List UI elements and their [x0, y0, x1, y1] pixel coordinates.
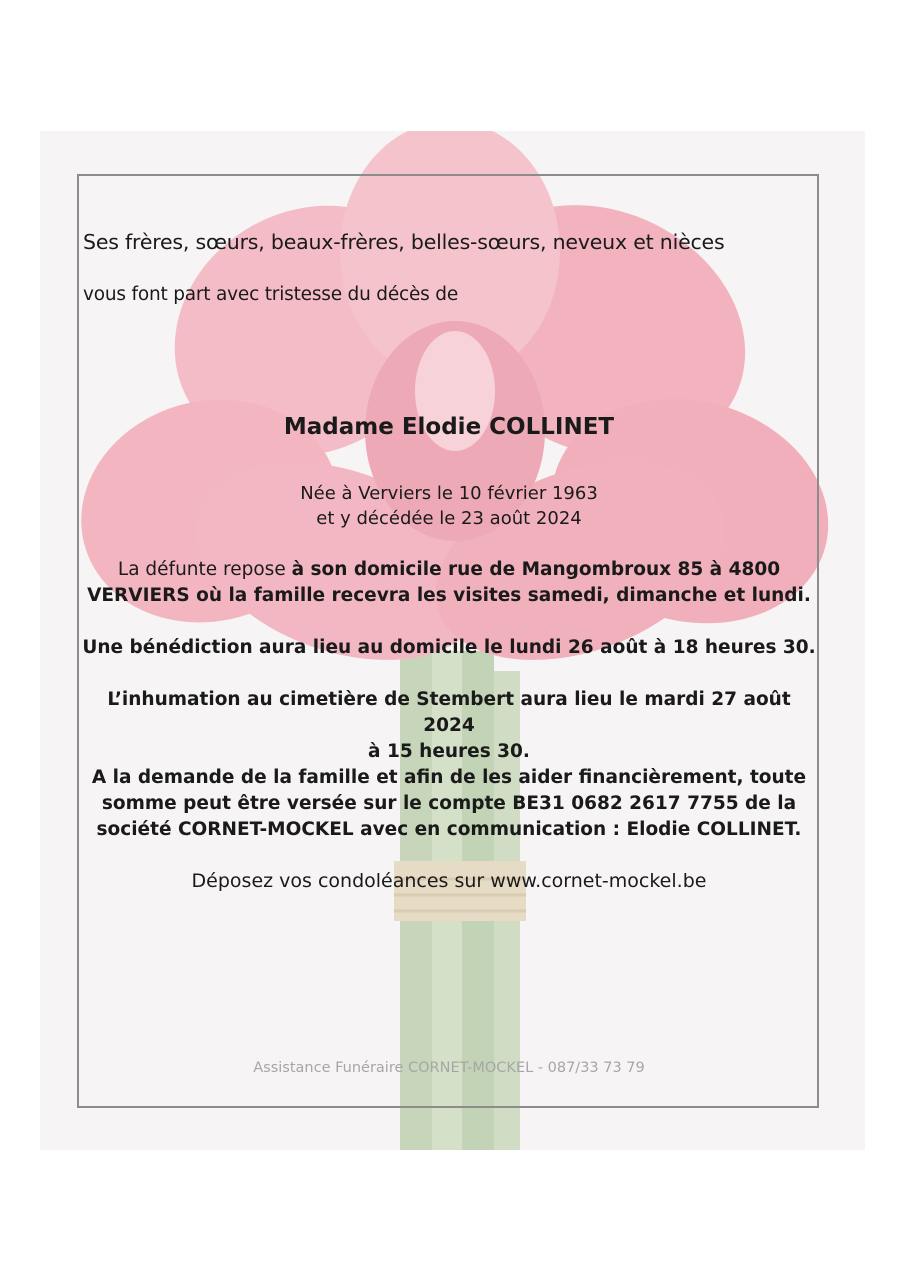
donation-line-3: société CORNET-MOCKEL avec en communication : Elodie COLLINET. — [96, 819, 802, 840]
death-line: et y décédée le 23 août 2024 — [316, 508, 582, 529]
birth-line: Née à Verviers le 10 février 1963 — [300, 483, 598, 504]
condolences-line: Déposez vos condoléances sur www.cornet-mockel.be — [191, 870, 707, 892]
repose-visits: VERVIERS où la famille recevra les visites samedi, dimanche et lundi. — [87, 585, 811, 606]
donation-line-2: somme peut être versée sur le compte BE31 0682 2617 7755 de la — [101, 793, 797, 814]
funeral-home-footer: Assistance Funéraire CORNET-MOCKEL - 087/33 73 79 — [253, 1060, 645, 1076]
donation-line-1: A la demande de la famille et afin de les aider financièrement, toute — [91, 767, 807, 788]
benediction-paragraph: Une bénédiction aura lieu au domicile le lundi 26 août à 18 heures 30. — [82, 637, 816, 658]
repose-prefix: La défunte repose — [117, 559, 292, 580]
donation-paragraph — [80, 765, 818, 843]
deceased-name: Madame Elodie COLLINET — [283, 414, 615, 440]
intro-line-1: Ses frères, sœurs, beaux-frères, belles-sœurs, neveux et nièces — [83, 230, 725, 254]
repose-paragraph — [80, 557, 818, 609]
inhumation-paragraph — [80, 687, 818, 765]
inhumation-line-2: à 15 heures 30. — [368, 741, 530, 762]
life-dates — [80, 481, 818, 531]
repose-address: à son domicile rue de Mangombroux 85 à 4800 — [291, 559, 781, 580]
inhumation-line-1: L’inhumation au cimetière de Stembert aura lieu le mardi 27 août 2024 — [107, 689, 791, 736]
intro-line-2: vous font part avec tristesse du décès de — [83, 284, 459, 305]
